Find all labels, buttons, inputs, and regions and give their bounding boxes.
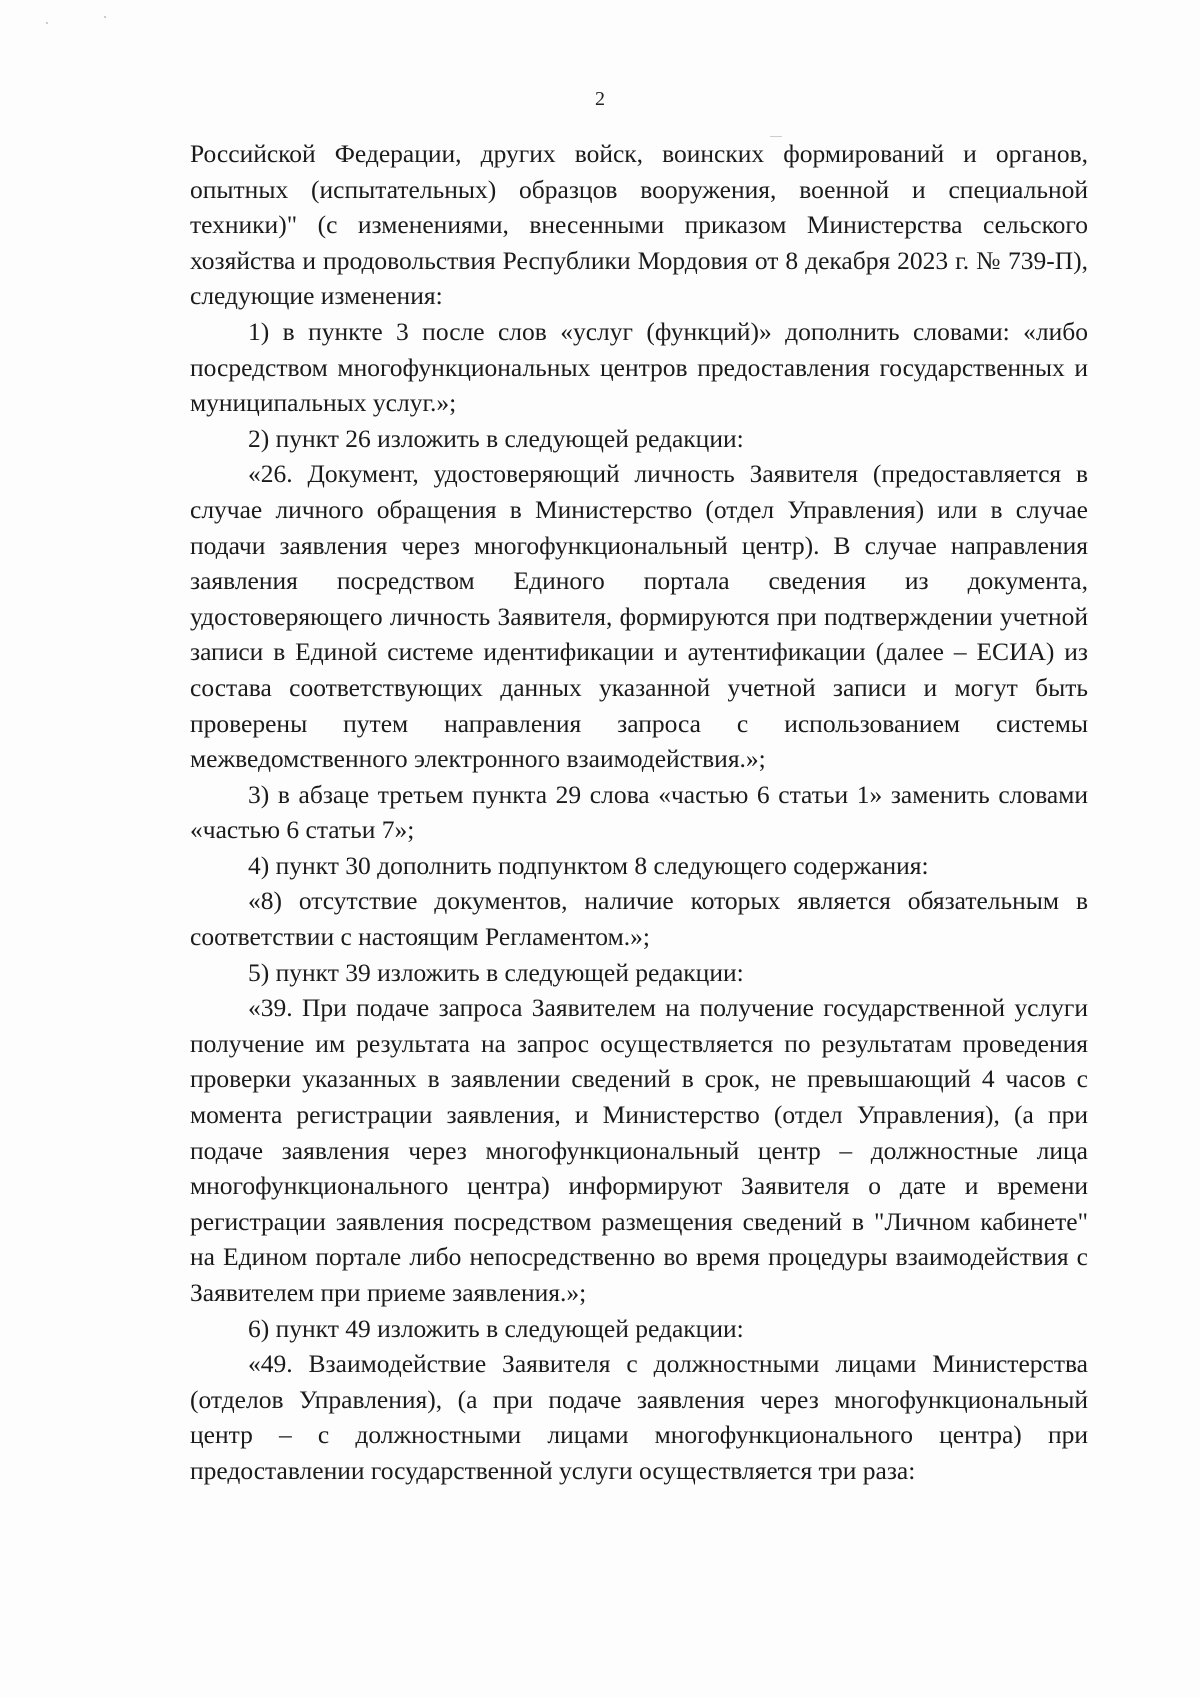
scan-speck xyxy=(104,16,106,18)
paragraph-item-3: 3) в абзаце третьем пункта 29 слова «частью 6 статьи 1» заменить словами «частью 6 статьи 7»; xyxy=(190,779,1088,845)
paragraph-quote-26: «26. Документ, удостоверяющий личность Заявителя (предоставляется в случае личного обращения в Министерство (отдел Управления) или в случае подачи заявления через многофункциональный центр). В случае направления заявления посредством Единого портала сведения из документа, удостоверяющего личность Заявителя, формируются при подтверждении учетной записи в Единой системе идентификации и аутентификации (далее – ЕСИА) из состава соответствующих данных указанной учетной записи и могут быть проверены путем направления запроса с использованием системы межведомственного электронного взаимодействия.»; xyxy=(190,459,1088,774)
paragraph-item-4: 4) пункт 30 дополнить подпунктом 8 следующего содержания: xyxy=(248,850,929,880)
paragraph-item-2: 2) пункт 26 изложить в следующей редакции: xyxy=(248,423,744,453)
page-number: 2 xyxy=(595,88,605,110)
paragraph-item-1: 1) в пункте 3 после слов «услуг (функций)» дополнить словами: «либо посредством многофункциональных центров предоставления государственных и муниципальных услуг.»; xyxy=(190,316,1088,418)
paragraph-continuation: Российской Федерации, других войск, воинских формирований и органов, опытных (испытательных) образцов вооружения, военной и специальной техники)" (с изменениями, внесенными приказом Министерства сельского хозяйства и продовольствия Республики Мордовия от 8 декабря 2023 г. № 739-П), следующие изменения: xyxy=(190,139,1088,311)
document-body xyxy=(190,136,1088,1489)
paragraph-item-5: 5) пункт 39 изложить в следующей редакции: xyxy=(248,957,744,987)
paragraph-quote-8: «8) отсутствие документов, наличие которых является обязательным в соответствии с настоящим Регламентом.»; xyxy=(190,886,1088,952)
paragraph-item-6: 6) пункт 49 изложить в следующей редакции: xyxy=(248,1313,744,1343)
scan-speck xyxy=(46,22,48,24)
paragraph-quote-39: «39. При подаче запроса Заявителем на получение государственной услуги получение им результата на запрос осуществляется по результатам проведения проверки указанных в заявлении сведений в срок, не превышающий 4 часов с момента регистрации заявления, и Министерство (отдел Управления), (а при подаче заявления через многофункциональный центр – должностные лица многофункционального центра) информируют Заявителя о дате и времени регистрации заявления посредством размещения сведений в "Личном кабинете" на Едином портале либо непосредственно во время процедуры взаимодействия с Заявителем при приеме заявления.»; xyxy=(190,993,1088,1307)
paragraph-quote-49: «49. Взаимодействие Заявителя с должностными лицами Министерства (отделов Управления), (а при подаче заявления через многофункциональный центр – с должностными лицами многофункционального центра) при предоставлении государственной услуги осуществляется три раза: xyxy=(190,1349,1088,1485)
